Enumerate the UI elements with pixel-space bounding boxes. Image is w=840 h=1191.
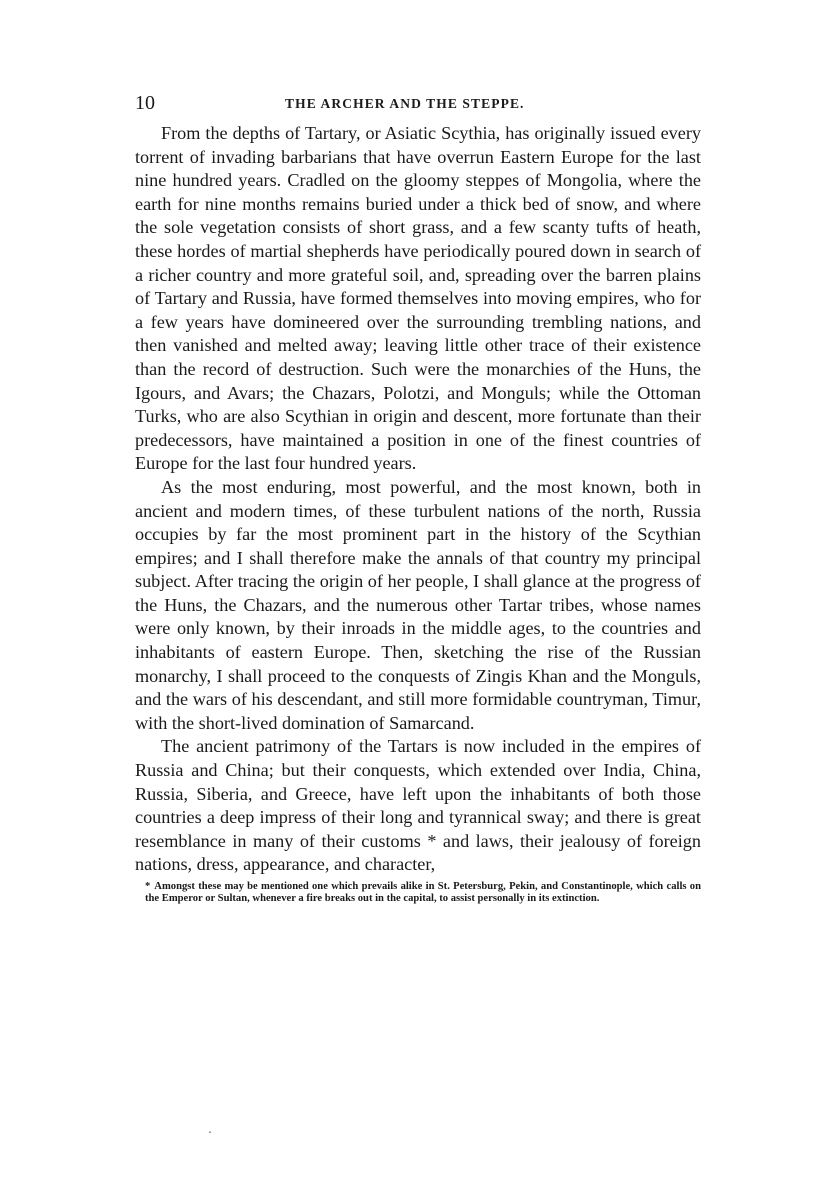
footnote-mark: * — [145, 881, 151, 892]
page-number: 10 — [135, 92, 155, 114]
stray-ink-mark: ․ — [208, 1122, 213, 1136]
paragraph-1: From the depths of Tartary, or Asiatic Scythia, has originally issued every torrent of invading barbarians that have overrun Eastern Europe for the last nine hundred years. Cradled on the gloomy steppes of Mongolia, where the earth for nine months remains buried under a thick bed of snow, and where the sole vegetation consists of short grass, and a few scanty tufts of heath, these hordes of martial shepherds have periodically poured down in search of a richer country and more grateful soil, and, spreading over the barren plains of Tartary and Russia, have formed themselves into moving empires, who for a few years have domineered over the surrounding trembling nations, and then vanished and melted away; leaving little other trace of their existence than the record of destruction. Such were the monarchies of the Huns, the Igours, and Avars; the Chazars, Polotzi, and Monguls; while the Ottoman Turks, who are also Scythian in origin and descent, more fortunate than their predecessors, have maintained a position in one of the finest countries of Europe for the last four hundred years. — [135, 123, 701, 474]
footnote-text: Amongst these may be mentioned one which prevails alike in St. Petersburg, Pekin, and Constantinople, which calls on the Emperor or Sultan, whenever a fire breaks out in the capital, to assist personally in its extinction. — [145, 881, 701, 905]
running-head — [135, 92, 701, 120]
body-text — [135, 122, 701, 877]
running-title: THE ARCHER AND THE STEPPE. — [285, 96, 525, 111]
paragraph-3: The ancient patrimony of the Tartars is now included in the empires of Russia and China; but their conquests, which extended over India, China, Russia, Siberia, and Greece, have left upon the inhabitants of both those countries a deep impress of their long and tyrannical sway; and there is great resemblance in many of their customs * and laws, their jealousy of foreign nations, dress, appearance, and character, — [135, 736, 701, 875]
footnote — [135, 881, 701, 906]
paragraph-2: As the most enduring, most powerful, and the most known, both in ancient and modern times, of these turbulent nations of the north, Russia occupies by far the most prominent part in the history of the Scythian empires; and I shall therefore make the annals of that country my principal subject. After tracing the origin of her people, I shall glance at the progress of the Huns, the Chazars, and the numerous other Tartar tribes, whose names were only known, by their inroads in the middle ages, to the countries and inhabitants of eastern Europe. Then, sketching the rise of the Russian monarchy, I shall proceed to the conquests of Zingis Khan and the Monguls, and the wars of his descendant, and still more formidable countryman, Timur, with the short-lived domination of Samarcand. — [135, 476, 701, 733]
book-page — [135, 92, 701, 906]
